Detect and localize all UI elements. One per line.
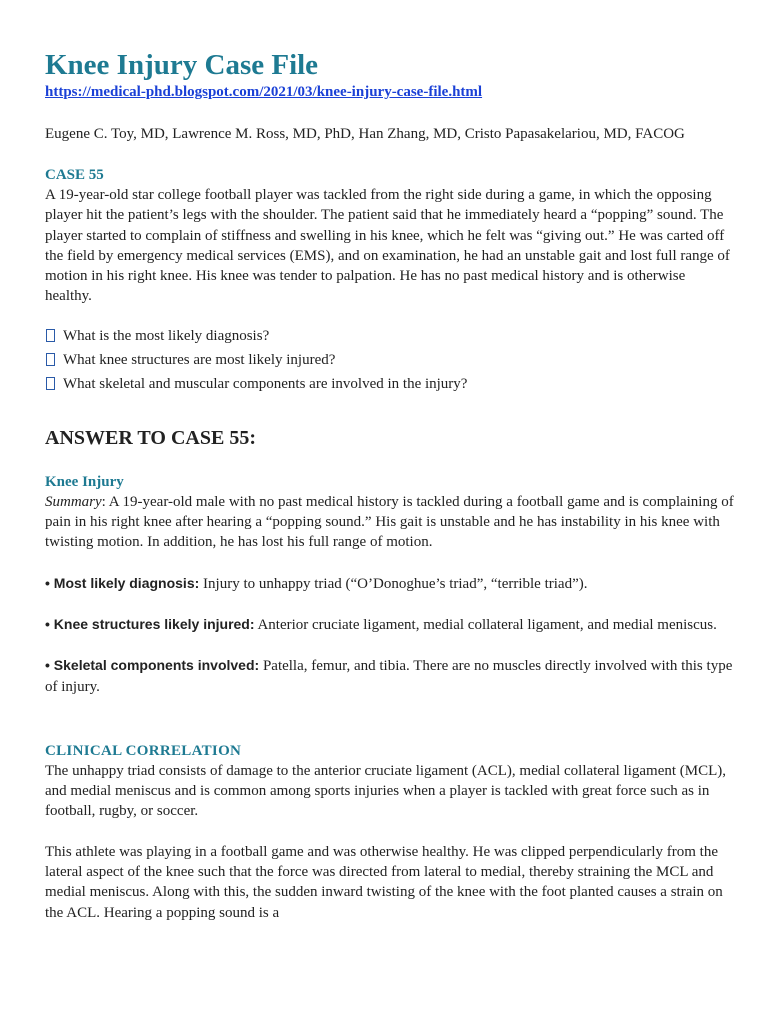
document-page (45, 48, 735, 923)
clinical-paragraph: The unhappy triad consists of damage to the anterior cruciate ligament (ACL), medial collateral ligament (MCL), and medial meniscus and is common among sports injuries when a player is tackled with great force such as in football, rugby, or soccer. (45, 762, 727, 820)
case-heading: CASE 55 (45, 167, 104, 183)
key-point-text: Anterior cruciate ligament, medial collateral ligament, and medial meniscus. (254, 616, 717, 633)
key-point-label: • Skeletal components involved: (45, 657, 260, 674)
summary-text: : A 19-year-old male with no past medical history is tackled during a football game and is complaining of pain in his right knee after hearing a “popping sound.” His gait is unstable and he has instability in his knee with twisting motion. In addition, he has lost his full range of motion. (45, 493, 734, 551)
key-point-label: • Knee structures likely injured: (45, 615, 255, 632)
question-item (45, 348, 735, 372)
document-title: Knee Injury Case File (45, 49, 319, 81)
question-text: What skeletal and muscular components are involved in the injury? (63, 375, 468, 392)
question-list (45, 324, 735, 396)
case-description: A 19-year-old star college football player was tackled from the right side during a game, in which the opposing player hit the patient’s legs with the shoulder. The patient said that he immediately heard a “popping” sound. The player started to complain of stiffness and swelling in his knee, which he felt was “giving out.” He was carted off the field by emergency medical services (EMS), and on examination, he had an unstable gait and lost full range of motion in his right knee. His knee was tender to palpation. He has no past medical history and is otherwise healthy. (45, 187, 730, 305)
clinical-correlation-heading: CLINICAL CORRELATION (45, 742, 242, 759)
checkbox-icon (46, 329, 55, 342)
checkbox-icon (46, 353, 55, 366)
key-point-text: Injury to unhappy triad (“O’Donoghue’s triad”, “terrible triad”). (199, 575, 588, 592)
checkbox-icon (46, 377, 55, 390)
key-point-skeletal (45, 655, 735, 697)
summary-label: Summary (45, 493, 102, 510)
question-item (45, 372, 735, 396)
answer-heading: ANSWER TO CASE 55: (45, 426, 256, 449)
summary-paragraph (45, 492, 735, 553)
key-point-label: • Most likely diagnosis: (45, 574, 200, 591)
author-list: Eugene C. Toy, MD, Lawrence M. Ross, MD, PhD, Han Zhang, MD, Cristo Papasakelariou, MD, FACOG (45, 126, 685, 142)
question-item (45, 324, 735, 348)
question-text: What knee structures are most likely injured? (63, 351, 336, 368)
question-text: What is the most likely diagnosis? (63, 327, 270, 344)
key-point-text: Patella, femur, and tibia. There are no muscles directly involved with this type of injury. (45, 658, 733, 695)
key-point-diagnosis (45, 573, 735, 594)
clinical-paragraph: This athlete was playing in a football game and was otherwise healthy. He was clipped perpendicularly from the lateral aspect of the knee such that the force was directed from lateral to medial, thereby straining the MCL and medial meniscus. Along with this, the sudden inward twisting of the knee with the foot planted causes a strain on the ACL. Hearing a popping sound is a (45, 843, 723, 921)
source-link[interactable]: https://medical-phd.blogspot.com/2021/03/knee-injury-case-file.html (45, 84, 483, 100)
key-point-structures (45, 614, 735, 635)
answer-subheading: Knee Injury (45, 473, 124, 490)
